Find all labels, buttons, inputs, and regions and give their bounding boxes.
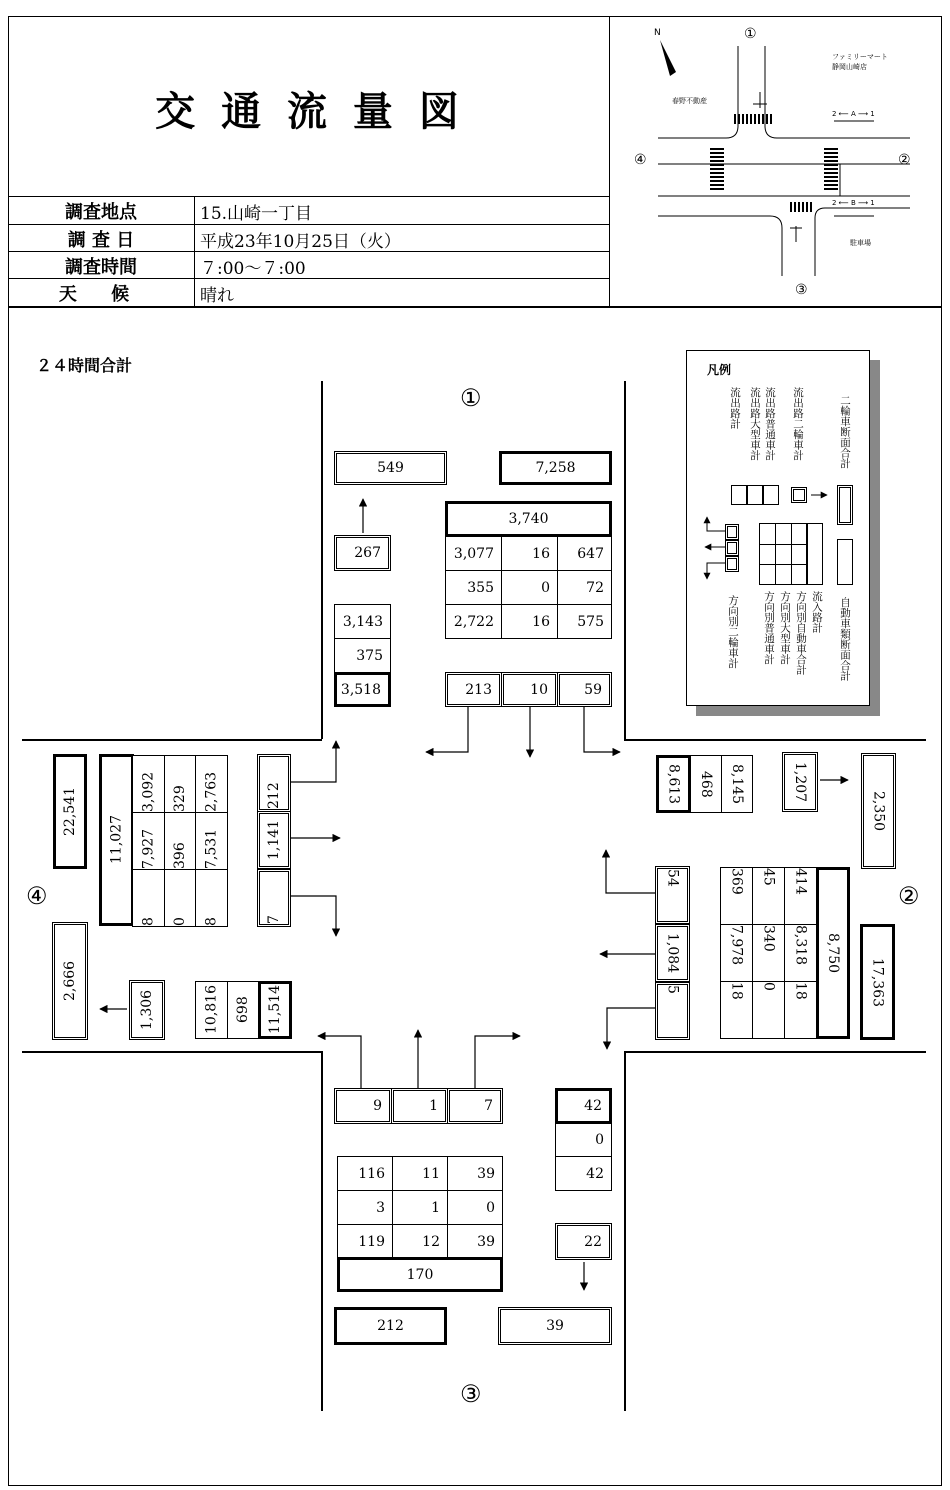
a1-grid-r1-c3: 647	[557, 536, 612, 571]
a3-out-large: 0	[555, 1123, 612, 1157]
a3-grid-r3-c1: 119	[337, 1224, 393, 1259]
map-realestate-label: 春野不動産	[672, 97, 707, 105]
a4-grid-r2-c1: 7,927	[132, 812, 165, 870]
a1-out-total: 3,518	[334, 672, 391, 707]
a4-grid-r3-c3: 8	[195, 869, 228, 927]
a1-dir-bike-left: 213	[445, 672, 502, 707]
map-label-b: 2 ⟵ B ⟶ 1	[832, 199, 875, 207]
a1-out-normal: 3,143	[334, 604, 391, 639]
a4-grid-r3-c1: 8	[132, 869, 165, 927]
info-label-date: 調 査 日	[67, 230, 135, 251]
legend-bike-section: 二輪車断面合計	[839, 395, 851, 469]
a1-grid-r1-c1: 3,077	[445, 536, 502, 571]
legend-dir-auto: 方向別自動車合計	[795, 591, 807, 675]
leg-label-2: ②	[898, 882, 920, 910]
legend-box	[686, 350, 870, 706]
legend-outflow-total: 流出路計	[729, 387, 741, 429]
a1-bike-section: 549	[334, 451, 447, 485]
a4-grid-r2-c2: 396	[164, 812, 196, 870]
legend-outflow-large: 流出路大型車計	[749, 387, 761, 461]
a2-grid-r1-c3: 414	[784, 867, 817, 925]
legend-title: 凡例	[707, 363, 732, 377]
map-shop-branch: 静岡山崎店	[832, 63, 867, 71]
info-label-time: 調査時間	[65, 257, 137, 278]
a4-dir-bike-right: 7	[257, 869, 291, 927]
a1-out-large: 375	[334, 638, 391, 673]
a2-grid-r1-c1: 369	[720, 867, 753, 925]
a2-grid-r2-c1: 7,978	[720, 924, 753, 982]
a3-bike-section: 39	[498, 1307, 612, 1345]
a1-grid-r3-c2: 16	[501, 604, 558, 639]
a4-dir-bike-left: 212	[257, 754, 291, 812]
a2-out-normal: 8,145	[721, 755, 753, 813]
a2-out-large: 468	[690, 755, 722, 813]
a3-dir-bike-left: 9	[334, 1088, 392, 1124]
map-north-label: N	[654, 28, 661, 38]
map-leg-2: ②	[898, 152, 911, 168]
info-value-location: 15.山崎一丁目	[200, 204, 313, 224]
a4-out-total: 11,514	[258, 981, 292, 1039]
a4-out-normal: 10,816	[195, 981, 228, 1039]
a2-grid-r2-c3: 8,318	[784, 924, 817, 982]
map-label-a: 2 ⟵ A ⟶ 1	[832, 110, 875, 118]
a2-out-total: 8,613	[656, 755, 691, 813]
a1-auto-section: 7,258	[499, 451, 612, 485]
a2-grid-r2-c2: 340	[752, 924, 785, 982]
a3-grid-r3-c3: 39	[447, 1224, 503, 1259]
a3-out-bike: 22	[555, 1223, 612, 1260]
legend-dir-large: 方向別大型車計	[779, 591, 791, 665]
info-label-location: 調査地点	[65, 202, 137, 223]
info-value-time: ７:00〜７:00	[200, 259, 306, 279]
a4-grid-r3-c2: 0	[164, 869, 196, 927]
a3-inflow-total: 170	[337, 1257, 503, 1292]
info-value-weather: 晴れ	[200, 286, 234, 306]
a3-grid-r1-c2: 11	[392, 1156, 448, 1191]
leg-label-1: ①	[460, 384, 482, 412]
a1-grid-r3-c3: 575	[557, 604, 612, 639]
a2-dir-bike-straight: 1,084	[655, 924, 690, 982]
a3-dir-bike-right: 7	[447, 1088, 503, 1124]
a3-auto-section: 212	[334, 1307, 447, 1345]
a4-grid-r1-c3: 2,763	[195, 755, 228, 813]
a1-grid-r1-c2: 16	[501, 536, 558, 571]
map-parking-label: 駐車場	[850, 239, 871, 247]
a3-grid-r1-c3: 39	[447, 1156, 503, 1191]
legend-dir-bike: 方向別二輪車計	[727, 595, 739, 669]
a1-grid-r2-c1: 355	[445, 570, 502, 605]
a3-grid-r2-c3: 0	[447, 1190, 503, 1225]
a3-out-total: 42	[555, 1088, 612, 1124]
legend-inflow-total: 流入路計	[811, 591, 823, 633]
page-title: 交 通 流 量 図	[155, 88, 465, 135]
a4-bike-section: 2,666	[52, 922, 88, 1040]
map-leg-4: ④	[634, 152, 647, 168]
a3-grid-r2-c1: 3	[337, 1190, 393, 1225]
a2-dir-bike-right: 54	[655, 866, 690, 924]
a1-out-bike: 267	[334, 535, 391, 571]
map-leg-3: ③	[795, 282, 808, 298]
a1-dir-bike-straight: 10	[501, 672, 558, 707]
a2-inflow-total: 8,750	[816, 867, 850, 1039]
a2-out-bike: 1,207	[782, 752, 818, 812]
a1-grid-r3-c1: 2,722	[445, 604, 502, 639]
a4-out-bike: 1,306	[129, 980, 165, 1040]
a2-grid-r3-c1: 18	[720, 981, 753, 1039]
a3-out-normal: 42	[555, 1156, 612, 1191]
a3-grid-r3-c2: 12	[392, 1224, 448, 1259]
a2-bike-section: 2,350	[861, 753, 896, 869]
legend-dir-normal: 方向別普通車計	[763, 591, 775, 665]
leg-label-4: ④	[26, 882, 48, 910]
a4-dir-bike-straight: 1,141	[257, 811, 291, 869]
a3-dir-bike-straight: 1	[391, 1088, 448, 1124]
map-leg-1: ①	[744, 26, 757, 42]
section-title: ２４時間合計	[36, 356, 133, 375]
a4-grid-r1-c1: 3,092	[132, 755, 165, 813]
a2-auto-section: 17,363	[860, 924, 895, 1040]
a4-grid-r2-c3: 7,531	[195, 812, 228, 870]
a2-dir-bike-left: 5	[655, 982, 690, 1040]
info-value-date: 平成23年10月25日（火）	[200, 232, 401, 252]
a2-grid-r1-c2: 45	[752, 867, 785, 925]
a2-grid-r3-c2: 0	[752, 981, 785, 1039]
a3-grid-r1-c1: 116	[337, 1156, 393, 1191]
map-shop-label: ファミリーマート	[832, 53, 888, 61]
a1-grid-r2-c2: 0	[501, 570, 558, 605]
a4-inflow-total: 11,027	[99, 754, 134, 926]
a3-grid-r2-c2: 1	[392, 1190, 448, 1225]
a2-grid-r3-c3: 18	[784, 981, 817, 1039]
leg-label-3: ③	[460, 1380, 482, 1408]
legend-outflow-normal: 流出路普通車計	[764, 387, 776, 461]
a4-grid-r1-c2: 329	[164, 755, 196, 813]
legend-auto-section: 自動車類断面合計	[839, 597, 851, 681]
legend-outflow-bike: 流出路二輪車計	[792, 387, 804, 461]
a4-auto-section: 22,541	[53, 754, 87, 869]
a1-dir-bike-right: 59	[557, 672, 612, 707]
a4-out-large: 698	[227, 981, 259, 1039]
a1-inflow-total: 3,740	[445, 501, 612, 537]
info-label-weather: 天 候	[58, 284, 144, 305]
a1-grid-r2-c3: 72	[557, 570, 612, 605]
